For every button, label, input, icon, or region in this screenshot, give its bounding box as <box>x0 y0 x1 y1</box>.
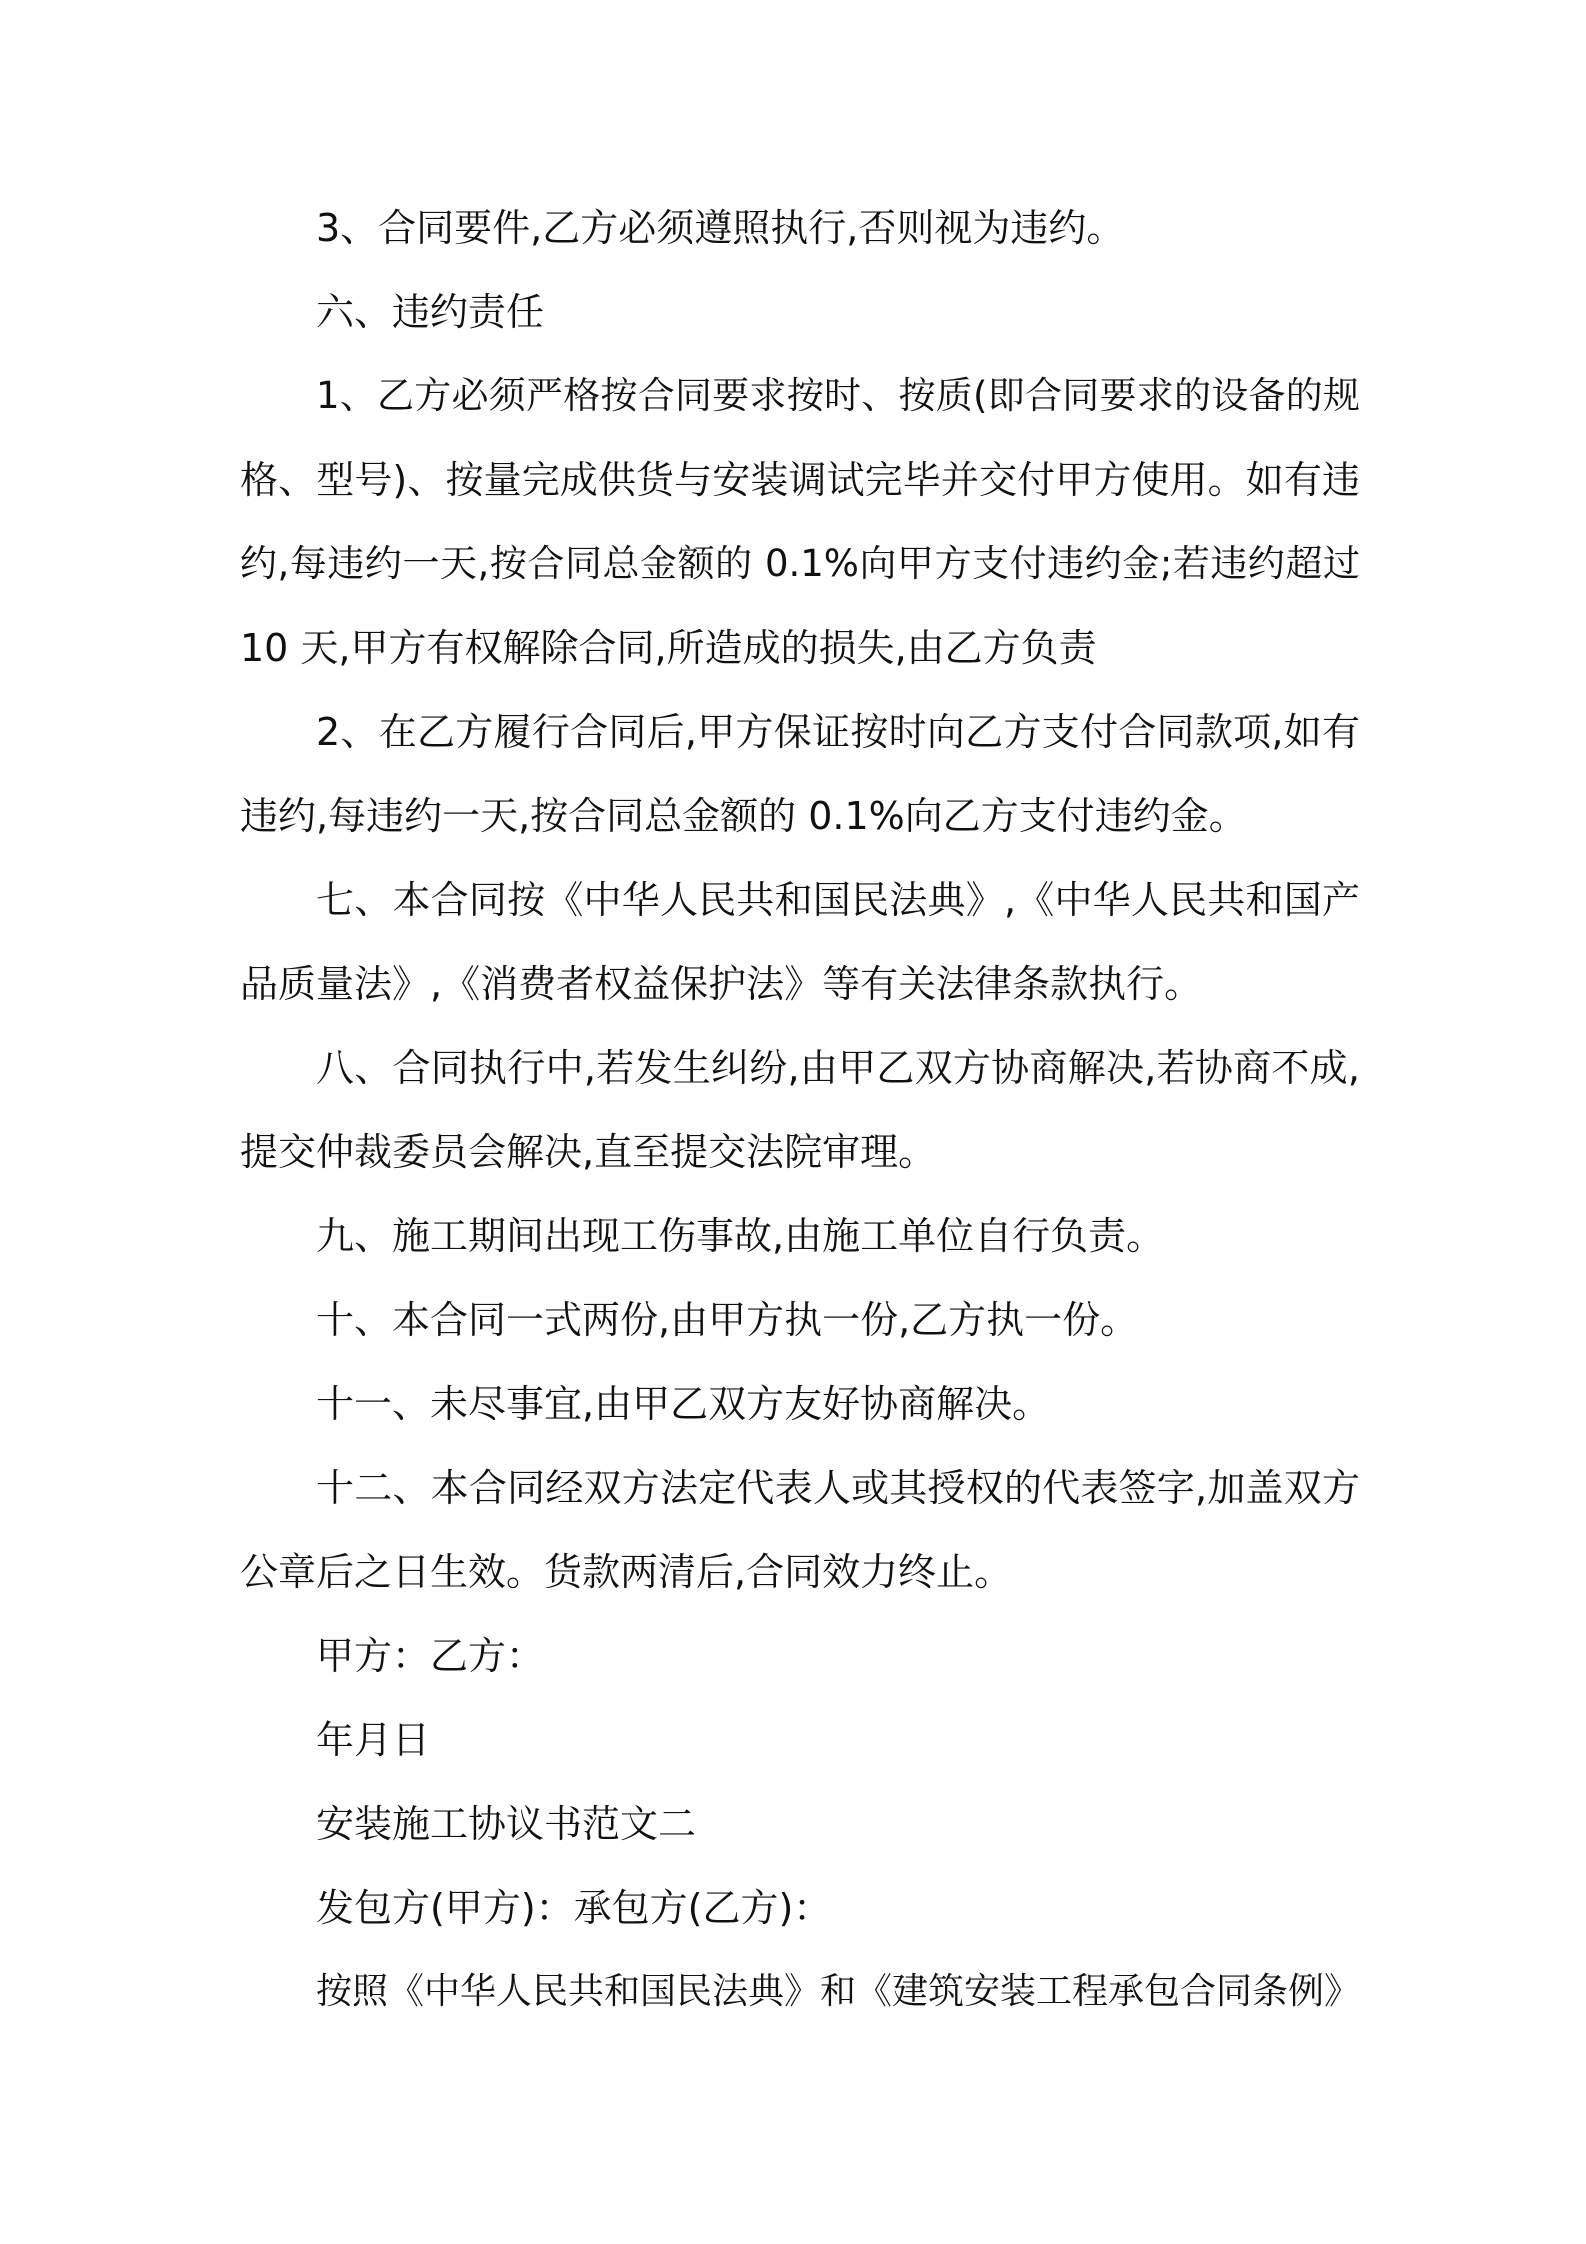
paragraph-line: 1、乙方必须严格按合同要求按时、按质(即合同要求的设备的规 <box>316 374 1360 417</box>
paragraph-line: 10 天,甲方有权解除合同,所造成的损失,由乙方负责 <box>240 626 1097 670</box>
paragraph-line: 违约,每违约一天,按合同总金额的 0.1%向乙方支付违约金。 <box>240 794 1247 838</box>
paragraph-line: 2、在乙方履行合同后,甲方保证按时向乙方支付合同款项,如有 <box>316 710 1360 754</box>
paragraph-line: 八、合同执行中,若发生纠纷,由甲乙双方协商解决,若协商不成, <box>316 1046 1360 1090</box>
document-subtitle: 安装施工协议书范文二 <box>316 1802 697 1846</box>
paragraph-line: 3、合同要件,乙方必须遵照执行,否则视为违约。 <box>316 206 1125 250</box>
paragraph-line: 十一、未尽事宜,由甲乙双方友好协商解决。 <box>316 1382 1051 1426</box>
section-heading: 六、违约责任 <box>316 290 545 334</box>
paragraph-line: 品质量法》,《消费者权益保护法》等有关法律条款执行。 <box>240 962 1203 1006</box>
paragraph-line: 九、施工期间出现工伤事故,由施工单位自行负责。 <box>316 1214 1165 1258</box>
paragraph-line: 公章后之日生效。货款两清后,合同效力终止。 <box>240 1550 1013 1594</box>
paragraph-line: 十、本合同一式两份,由甲方执一份,乙方执一份。 <box>316 1298 1139 1342</box>
parties-line: 发包方(甲方)：承包方(乙方)： <box>316 1886 832 1930</box>
signature-date: 年月日 <box>316 1718 431 1762</box>
paragraph-line: 按照《中华人民共和国民法典》和《建筑安装工程承包合同条例》 <box>316 1971 1361 2012</box>
paragraph-line: 约,每违约一天,按合同总金额的 0.1%向甲方支付违约金;若违约超过 <box>240 542 1360 585</box>
signature-parties: 甲方：乙方： <box>316 1634 545 1678</box>
paragraph-line: 七、本合同按《中华人民共和国民法典》,《中华人民共和国产 <box>316 878 1360 922</box>
paragraph-line: 格、型号)、按量完成供货与安装调试完毕并交付甲方使用。如有违 <box>240 458 1360 502</box>
paragraph-line: 提交仲裁委员会解决,直至提交法院审理。 <box>240 1130 937 1174</box>
paragraph-line: 十二、本合同经双方法定代表人或其授权的代表签字,加盖双方 <box>316 1466 1360 1510</box>
